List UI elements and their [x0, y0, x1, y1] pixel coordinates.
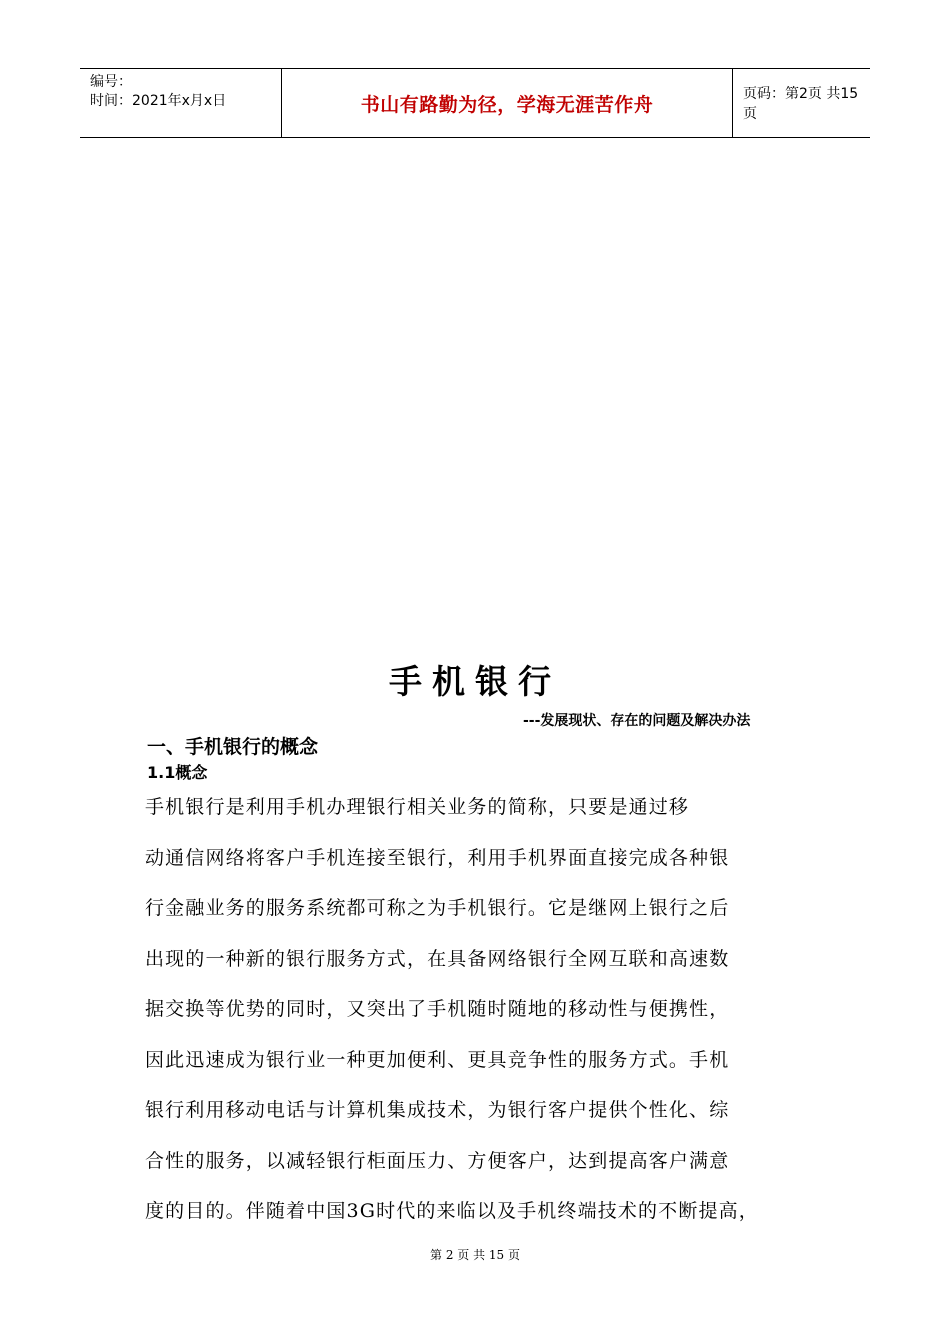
document-subtitle: ---发展现状、存在的问题及解决办法: [523, 713, 751, 729]
document-title: 手机银行: [389, 662, 561, 701]
header-table: [80, 68, 870, 138]
body-line: 度的目的。伴随着中国3G时代的来临以及手机终端技术的不断提高，: [145, 1200, 759, 1222]
body-line: 银行利用移动电话与计算机集成技术，为银行客户提供个性化、综: [145, 1099, 730, 1121]
body-line: 行金融业务的服务系统都可称之为手机银行。它是继网上银行之后: [145, 897, 730, 919]
header-motto: 书山有路勤为径，学海无涯苦作舟: [282, 69, 733, 137]
section-heading: 一、手机银行的概念: [147, 736, 319, 758]
body-line: 动通信网络将客户手机连接至银行，利用手机界面直接完成各种银: [145, 846, 730, 869]
number-label: 编号：: [90, 74, 132, 90]
body-line: 出现的一种新的银行服务方式，在具备网络银行全网互联和高速数: [145, 947, 730, 970]
body-text: [145, 790, 825, 1245]
body-line: 因此迅速成为银行业一种更加便利、更具竞争性的服务方式。手机: [145, 1048, 730, 1071]
date-label: 时间：2021年x月x日: [90, 93, 227, 109]
subsection-heading: 1.1概念: [147, 763, 208, 782]
header-meta-cell: [80, 69, 282, 137]
body-line: 据交换等优势的同时，又突出了手机随时随地的移动性与便携性，: [145, 998, 730, 1020]
page-footer: 第 2 页 共 15 页: [430, 1248, 520, 1262]
header-page-info: 页码：第2页 共15页: [743, 86, 859, 122]
body-line: 合性的服务，以减轻银行柜面压力、方便客户，达到提高客户满意: [145, 1149, 730, 1172]
body-line: 手机银行是利用手机办理银行相关业务的简称，只要是通过移: [145, 796, 690, 818]
